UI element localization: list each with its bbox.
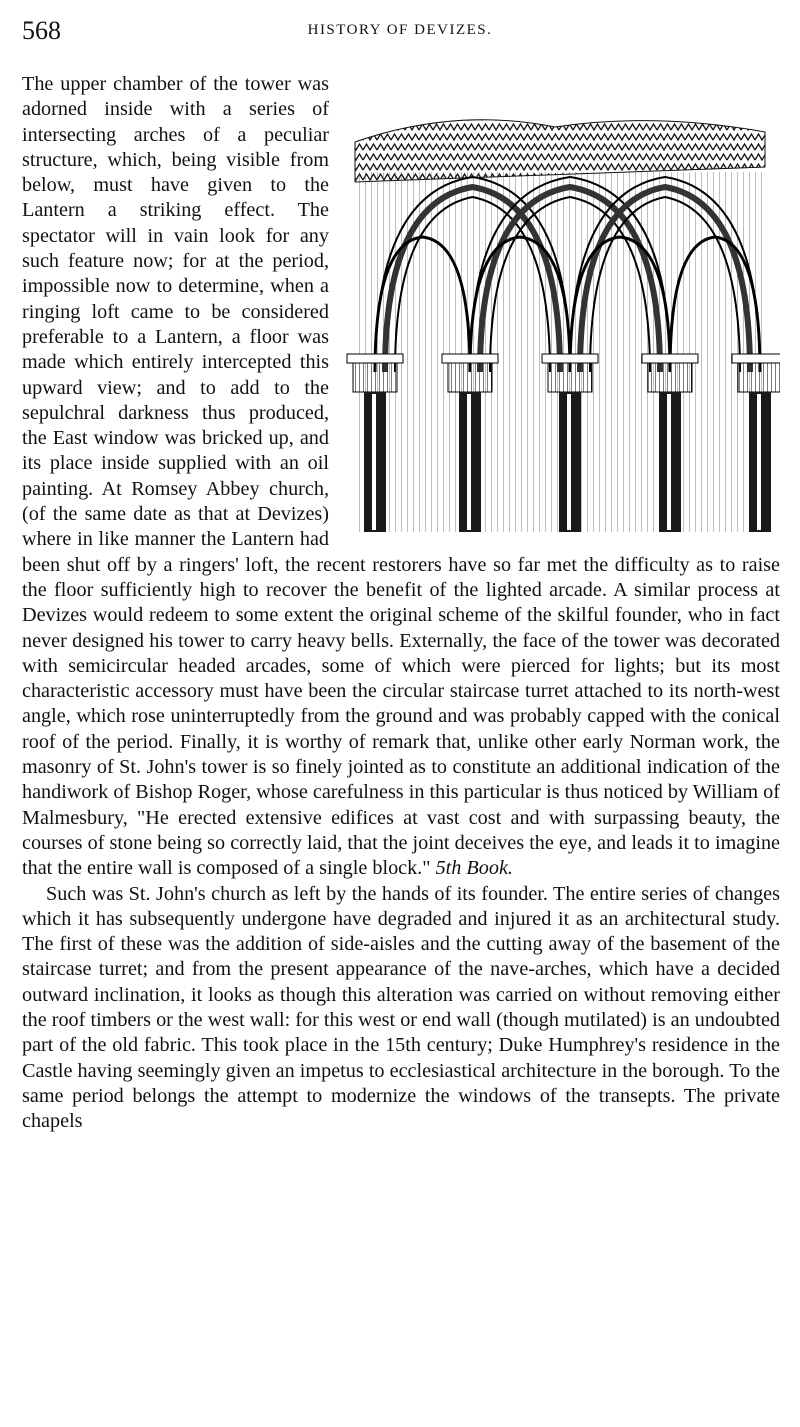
paragraph-1-text: The upper chamber of the tower was adorned inside with a series of intersecting arches of a peculiar structure, which, being visible from below, must have given to the Lantern a striking effect. The spectator will in vain look for any such feature now; for at the period, impossible now to determine, when a ringing loft came to be considered preferable to a Lantern, a floor was made which entirely intercepted this upward view; and to add to the sepulchral darkness thus produced, the East window was bricked up, and its place inside supplied with an oil painting. At Romsey Abbey church, (of the same date as that at Devizes) where in like manner the Lantern had been shut off by a ringers' loft, the recent restorers have so far met the difficulty as to raise the floor sufficiently high to recover the benefit of the lighted arcade. A similar process at Devizes would redeem to some extent the original scheme of the skilful founder, who in fact never designed his tower to carry heavy bells. Externally, the face of the tower was decorated with semicircular headed arcades, some of which were pierced for lights; but its most characteristic accessory must have been the circular staircase turret attached to its north-west angle, which rose uninterruptedly from the ground and was probably capped with the conical roof of the period. Finally, it is worthy of remark that, unlike other early Norman work, the masonry of St. John's tower is so finely jointed as to constitute an additional indication of the handiwork of Bishop Roger, whose carefulness in this particular is thus noticed by William of Malmesbury, "He erected extensive edifices at vast cost and with surpassing beauty, the courses of stone being so correctly laid, that the joint deceives the eye, and leads it to imagine that the entire wall is composed of a single block." [22, 73, 780, 880]
paragraph-2 [22, 882, 780, 1135]
page-number: 568 [22, 16, 61, 45]
citation: 5th Book. [435, 857, 513, 880]
arcade-engraving [335, 72, 780, 532]
arcade-illustration [335, 72, 780, 532]
page-header [22, 16, 778, 46]
body-text [22, 72, 780, 1134]
paragraph-1 [22, 72, 780, 882]
running-title: HISTORY OF DEVIZES. [307, 22, 493, 38]
paragraph-2-text: Such was St. John's church as left by the hands of its founder. The entire series of changes which it has subsequently undergone have degraded and injured it as an architectural study. The first of these was the addition of side-aisles and the cutting away of the basement of the staircase turret; and from the present appearance of the nave-arches, which have a decided outward inclination, it looks as though this alteration was carried on without removing either the roof timbers or the west wall: for this west or end wall (though mutilated) is an undoubted part of the old fabric. This took place in the 15th century; Duke Humphrey's residence in the Castle having seemingly given an impetus to ecclesiastical architecture in the borough. To the same period belongs the attempt to modernize the windows of the transepts. The private chapels [22, 882, 780, 1133]
